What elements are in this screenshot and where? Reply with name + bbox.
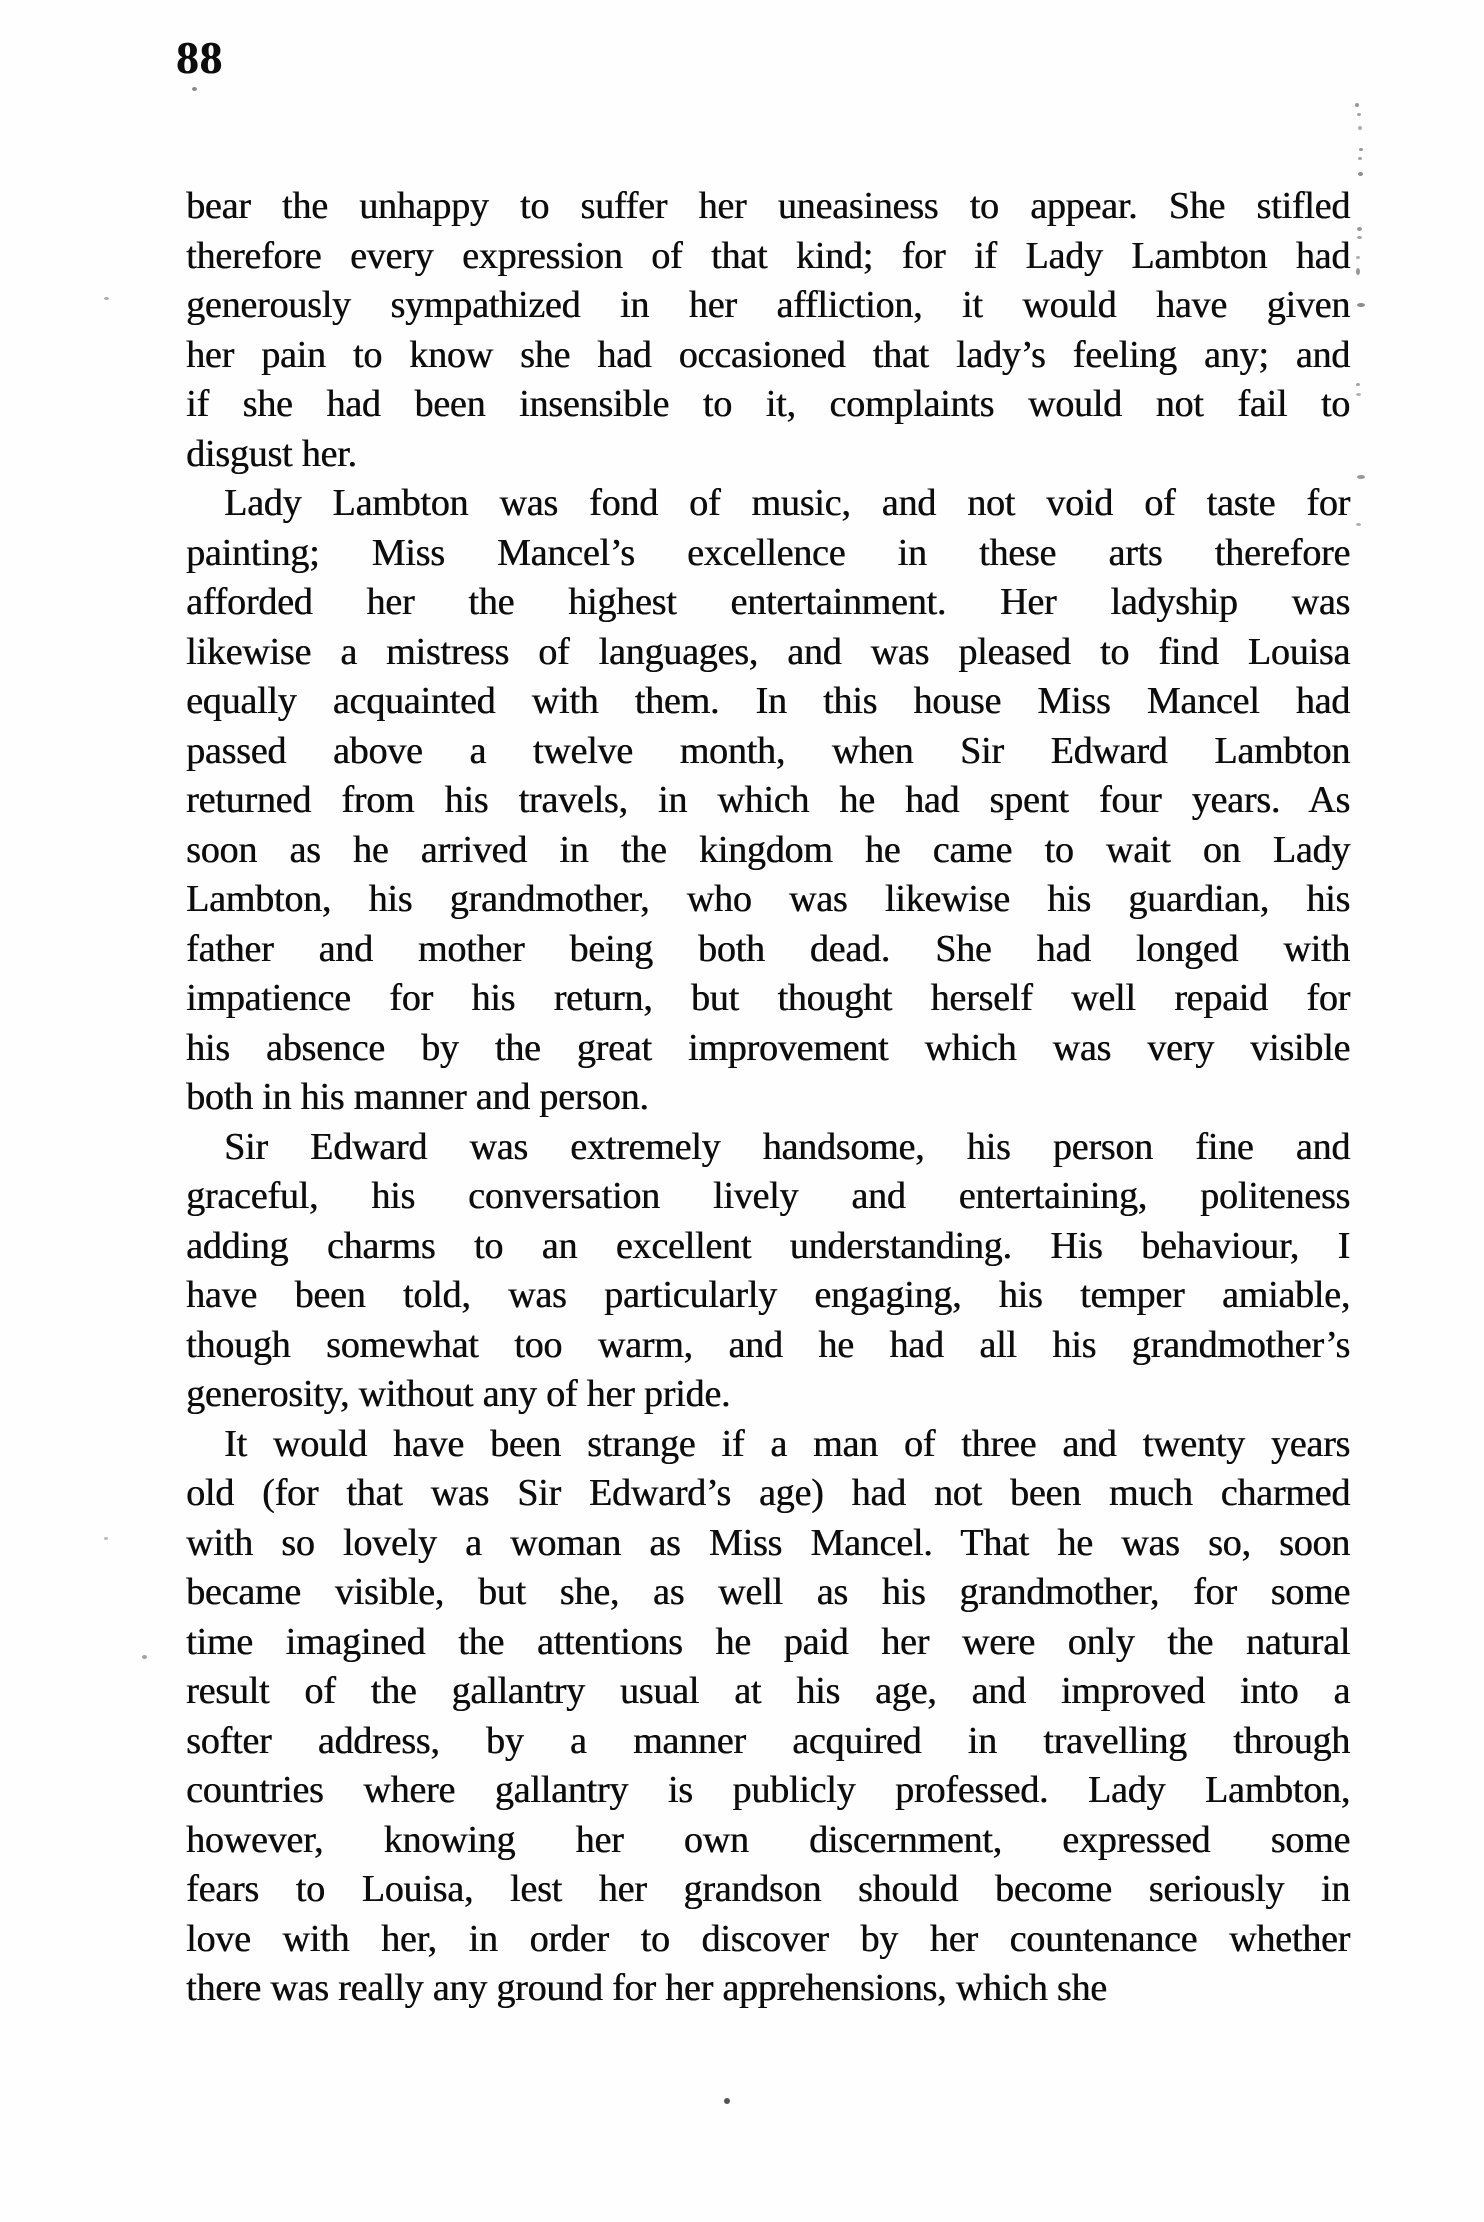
scan-speck bbox=[192, 87, 197, 91]
scan-speck bbox=[142, 1655, 147, 1659]
scan-speck bbox=[1356, 523, 1361, 526]
scan-speck bbox=[104, 1537, 108, 1540]
scan-speck bbox=[1357, 475, 1365, 479]
scan-speck bbox=[1357, 303, 1365, 307]
text-line: though somewhat too warm, and he had all his grandmother’s bbox=[186, 1323, 1350, 1366]
text-line: passed above a twelve month, when Sir Edward Lambton bbox=[186, 729, 1350, 772]
text-line: painting; Miss Mancel’s excellence in these arts therefore bbox=[186, 531, 1350, 574]
text-line: adding charms to an excellent understanding. His behaviour, I bbox=[186, 1224, 1350, 1267]
text-line: fears to Louisa, lest her grandson should become seriously in bbox=[186, 1868, 1350, 1910]
text-line: equally acquainted with them. In this house Miss Mancel had bbox=[186, 680, 1350, 722]
text-line: Lambton, his grandmother, who was likewise his guardian, his bbox=[186, 878, 1350, 920]
scan-speck bbox=[1357, 236, 1362, 239]
text-line: there was really any ground for her apprehensions, which she bbox=[186, 1967, 1107, 2009]
scan-speck bbox=[1357, 113, 1361, 116]
text-line: likewise a mistress of languages, and was pleased to find Louisa bbox=[186, 630, 1350, 673]
paragraph bbox=[186, 479, 1350, 1123]
paragraph bbox=[186, 182, 1350, 479]
text-line: countries where gallantry is publicly professed. Lady Lambton, bbox=[186, 1769, 1350, 1811]
scan-speck bbox=[1357, 227, 1362, 231]
scan-speck bbox=[724, 2098, 730, 2104]
text-line: softer address, by a manner acquired in travelling through bbox=[186, 1719, 1350, 1762]
text-block bbox=[186, 182, 1350, 2014]
scan-speck bbox=[1356, 256, 1360, 259]
scan-speck bbox=[1356, 393, 1361, 396]
text-line: impatience for his return, but thought herself well repaid for bbox=[186, 977, 1350, 1019]
text-line: result of the gallantry usual at his age, and improved into a bbox=[186, 1670, 1350, 1712]
text-line: time imagined the attentions he paid her were only the natural bbox=[186, 1620, 1350, 1663]
text-line: generosity, without any of her pride. bbox=[186, 1373, 731, 1415]
page-number: 88 bbox=[176, 33, 223, 83]
scan-speck bbox=[1355, 103, 1359, 107]
scan-speck bbox=[1359, 148, 1363, 151]
scan-speck bbox=[1356, 268, 1360, 275]
text-line: both in his manner and person. bbox=[186, 1076, 649, 1118]
scan-speck bbox=[104, 297, 109, 300]
text-line: disgust her. bbox=[186, 432, 357, 475]
scan-speck bbox=[1356, 383, 1360, 386]
text-line: old (for that was Sir Edward’s age) had not been much charmed bbox=[186, 1472, 1350, 1514]
text-line: love with her, in order to discover by her countenance whether bbox=[186, 1917, 1350, 1960]
text-line: became visible, but she, as well as his grandmother, for some bbox=[186, 1571, 1350, 1613]
text-line: have been told, was particularly engaging, his temper amiable, bbox=[186, 1274, 1350, 1316]
text-line: afforded her the highest entertainment. Her ladyship was bbox=[186, 581, 1350, 623]
text-line: bear the unhappy to suffer her uneasiness to appear. She stifled bbox=[186, 185, 1350, 227]
text-line: his absence by the great improvement which was very visible bbox=[186, 1026, 1350, 1069]
text-line: graceful, his conversation lively and entertaining, politeness bbox=[186, 1175, 1350, 1217]
paragraph bbox=[186, 1123, 1350, 1420]
paragraph bbox=[186, 1420, 1350, 2014]
scan-speck bbox=[1358, 126, 1362, 130]
text-line: father and mother being both dead. She had longed with bbox=[186, 927, 1350, 970]
text-line: It would have been strange if a man of three and twenty years bbox=[224, 1422, 1350, 1465]
scan-speck bbox=[1358, 172, 1363, 176]
scan-speck bbox=[1358, 157, 1362, 160]
text-line: her pain to know she had occasioned that lady’s feeling any; and bbox=[186, 333, 1350, 376]
text-line: generously sympathized in her affliction, it would have given bbox=[186, 284, 1350, 326]
text-line: Sir Edward was extremely handsome, his person fine and bbox=[224, 1125, 1350, 1168]
text-line: returned from his travels, in which he had spent four years. As bbox=[186, 779, 1350, 821]
text-line: soon as he arrived in the kingdom he came to wait on Lady bbox=[186, 828, 1350, 871]
text-line: therefore every expression of that kind; for if Lady Lambton had bbox=[186, 234, 1350, 277]
text-line: Lady Lambton was fond of music, and not void of taste for bbox=[224, 482, 1350, 524]
text-line: however, knowing her own discernment, expressed some bbox=[186, 1818, 1350, 1861]
text-line: with so lovely a woman as Miss Mancel. That he was so, soon bbox=[186, 1521, 1350, 1564]
text-line: if she had been insensible to it, complaints would not fail to bbox=[186, 383, 1350, 425]
